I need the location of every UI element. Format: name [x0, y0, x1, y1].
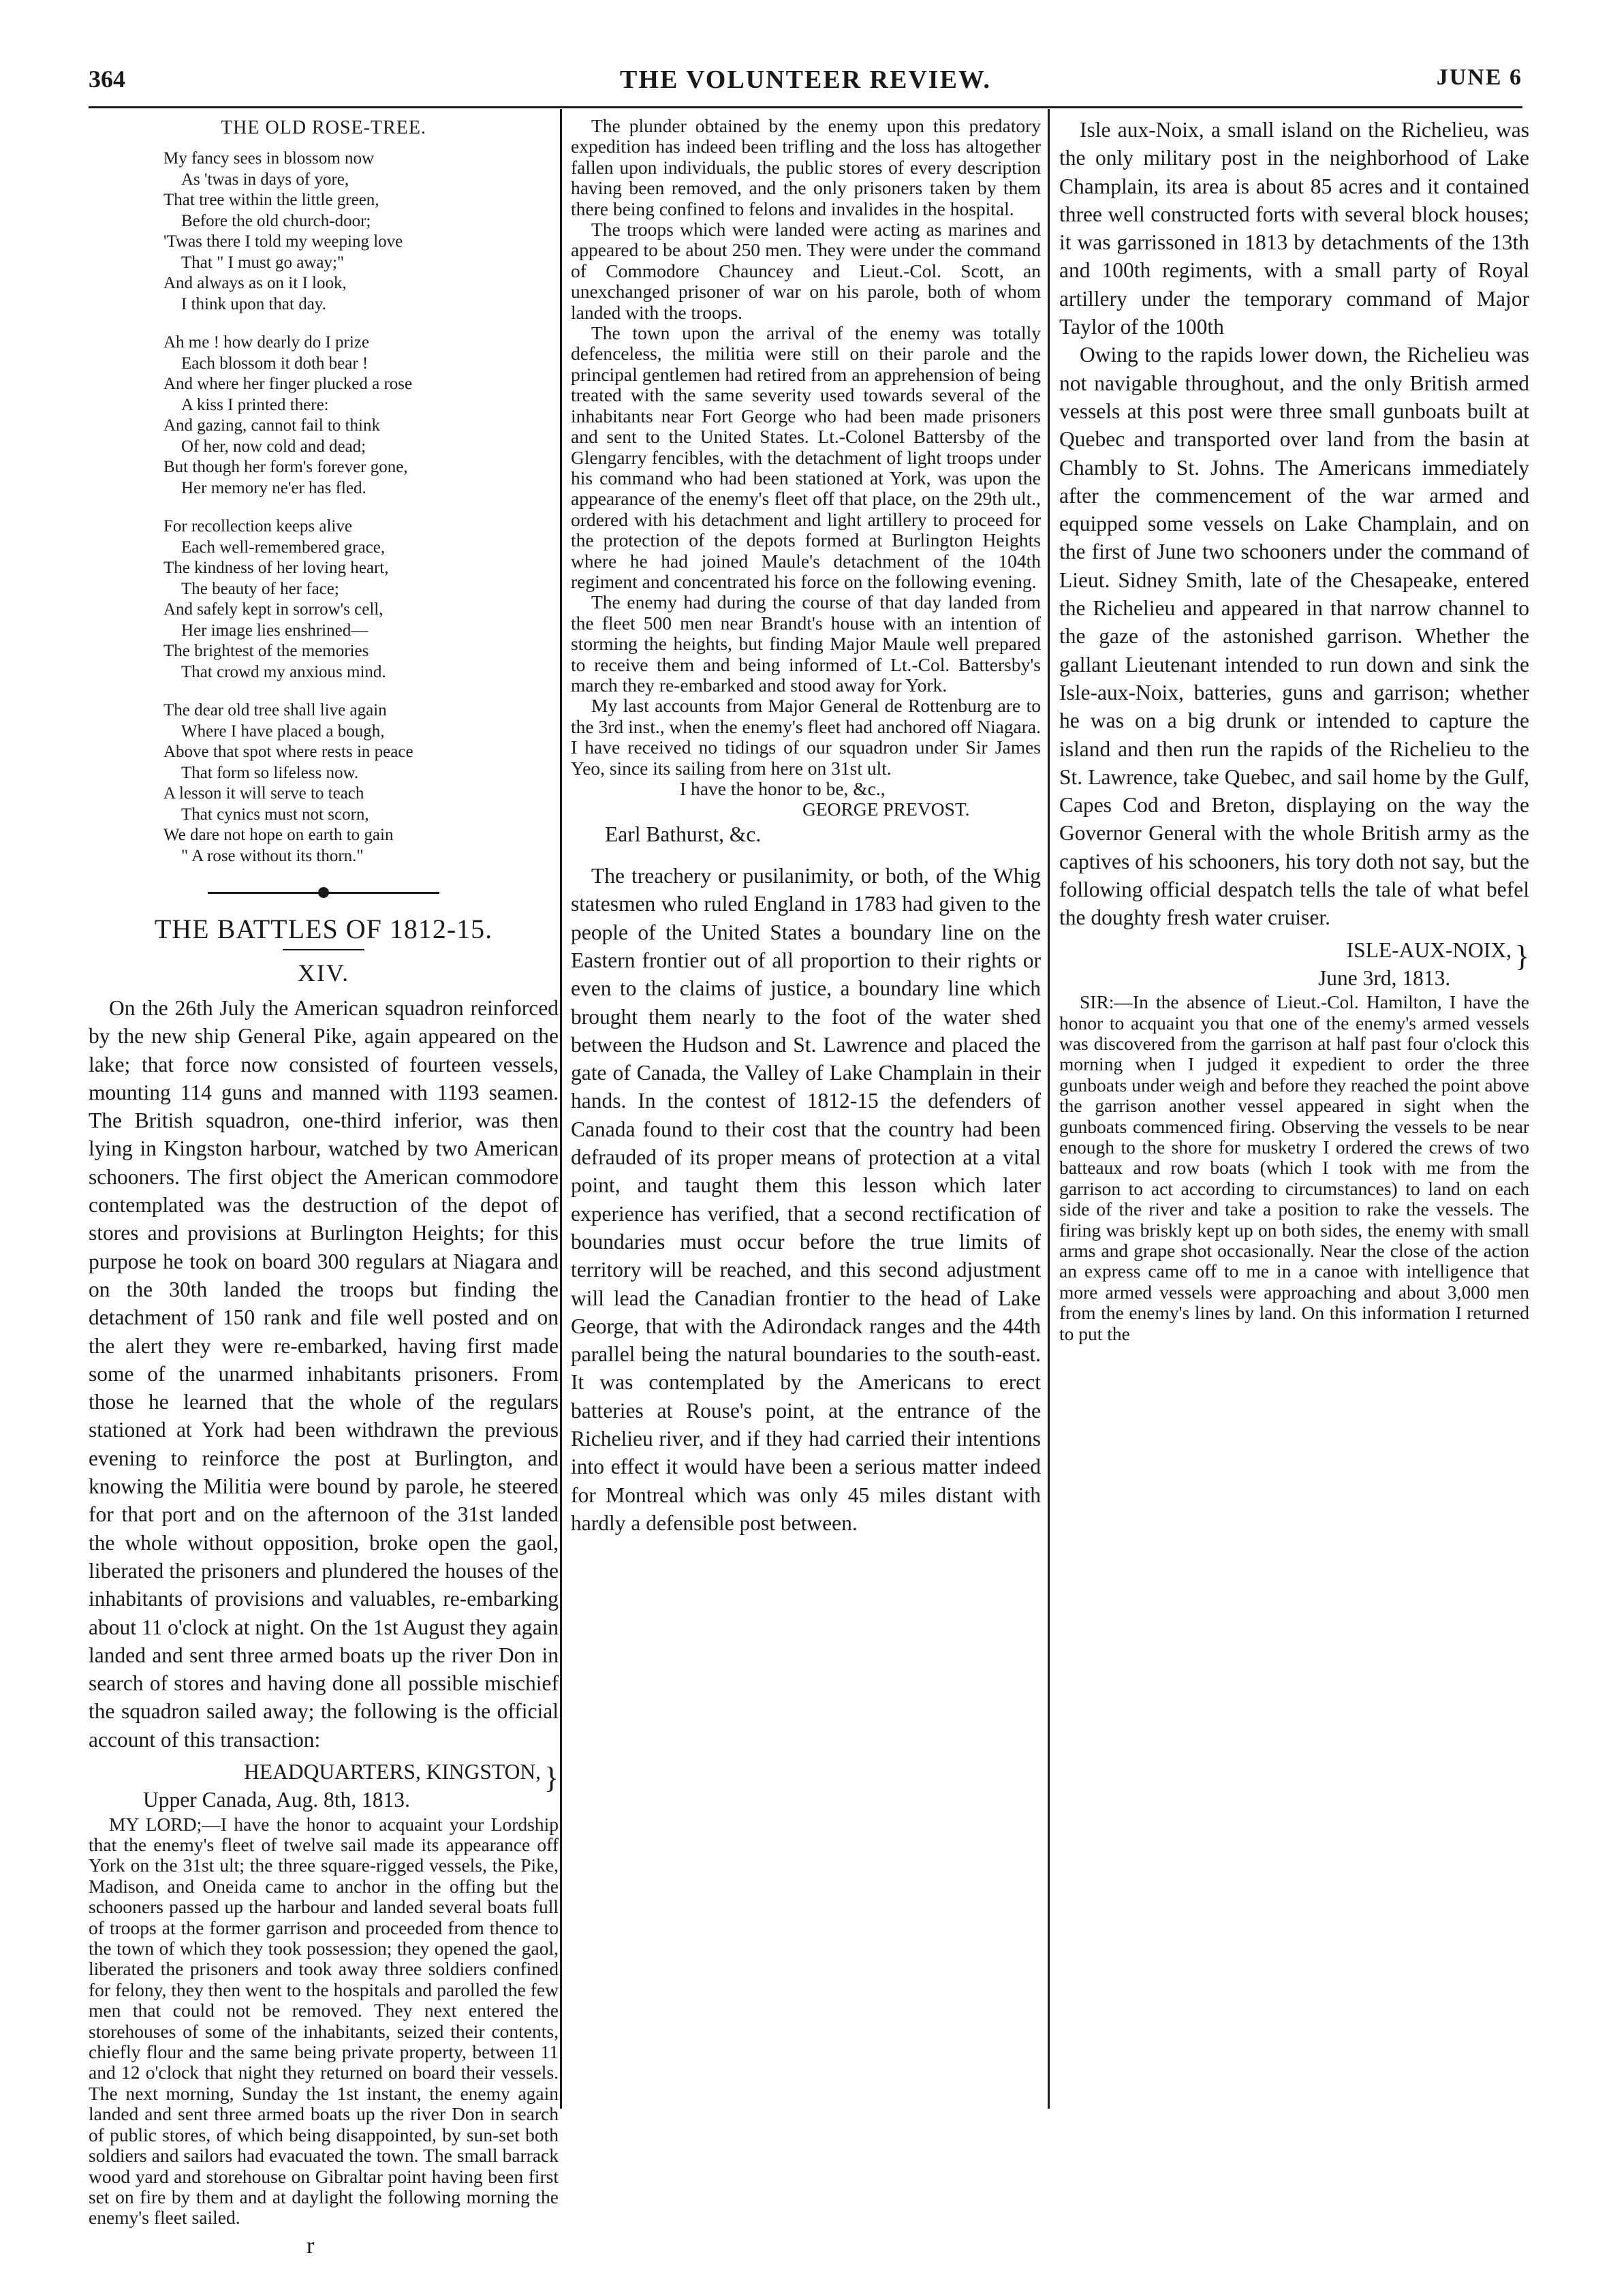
- poem-line: We dare not hope on earth to gain: [163, 826, 394, 844]
- column-2: [571, 116, 1041, 2105]
- poem-line: That " I must go away;": [181, 253, 345, 272]
- poem-line: And always as on it I look,: [163, 274, 347, 292]
- commentary-paragraph: Isle aux-Noix, a small island on the Richelieu, was the only military post in the neighborhood of Lake Champlain, its area is about 85 acres and it contained three well constructed forts with several block houses; it was garrissoned in 1813 by detachments of the 13th and 100th regiments, with a small party of Royal artillery under the temporary command of Major Taylor of the 100th: [1059, 118, 1529, 339]
- page-header: [89, 65, 1522, 107]
- column-1: [89, 116, 559, 2229]
- poem-line: Of her, now cold and dead;: [181, 437, 366, 456]
- poem-line: Where I have placed a bough,: [181, 722, 385, 741]
- poem-line: The dear old tree shall live again: [163, 701, 387, 719]
- article-title: THE BATTLES OF 1812-15.: [154, 914, 493, 944]
- despatch-dateline: [89, 1758, 559, 1786]
- publication-title: THE VOLUNTEER REVIEW.: [620, 65, 991, 94]
- dateline-line-1: ISLE-AUX-NOIX,: [1346, 937, 1512, 962]
- despatch-signature: GEORGE PREVOST.: [802, 798, 970, 820]
- poem-line: The beauty of her face;: [181, 579, 339, 598]
- poem-line: Each well-remembered grace,: [181, 538, 386, 557]
- poem-line: And gazing, cannot fail to think: [163, 416, 380, 435]
- despatch-recipient: Earl Bathurst, &c.: [605, 822, 762, 846]
- despatch-2-paragraph: SIR:—In the absence of Lieut.-Col. Hamilton, I have the honor to acquaint you that one of the enemy's armed vessels was discovered from the garrison at half past four o'clock this morning when I judged it expedient to order the three gunboats under weigh and before they reached the point above the garrison another vessel appeared in sight when the gunboats commenced firing. Observing the vessels to be near enough to the shore for musketry I ordered the crews of two batteaux and row boats (which I took with me from the garrison to act according to circumstances) to land on each side of the river and take a position to rake the vessels. The firing was briskly kept up on both sides, the enemy with small arms and grape shot occasionally. Near the close of the action an express came off to me in a canoe with intelligence that more armed vessels were approaching and about 3,000 men from the enemy's lines by land. On this information I returned to put the: [1059, 991, 1529, 1344]
- commentary-paragraph: Owing to the rapids lower down, the Richelieu was not navigable throughout, and the only British armed vessels at this post were three small gunboats built at Quebec and transported over land from the basin at Chambly to St. Johns. The Americans immediately after the commencement of the war armed and equipped some vessels on Lake Champlain, and on the first of June two schooners under the command of Lieut. Sidney Smith, late of the Chesapeake, entered the Richelieu and appeared in that narrow channel to the gaze of the astonished garrison. Whether the gallant Lieutenant intended to run down and sink the Isle-aux-Noix, batteries, guns and garrison; whether he was on a big drunk or intended to capture the island and then run the rapids of the Richelieu to the St. Lawrence, take Quebec, and sail home by the Gulf, Capes Cod and Breton, displaying on the way the Governor General with the whole British army as the captives of his schooners, his tory doth not say, but the following official despatch tells the tale of what befel the doughty fresh water cruiser.: [1059, 343, 1529, 930]
- despatch-paragraph: The plunder obtained by the enemy upon this predatory expedition has indeed been trifling and the loss has altogether fallen upon individuals, the public stores of every description having been removed, and the only prisoners taken by them there being confined to felons and invalides in the hospital.: [571, 115, 1041, 219]
- despatch-closing: I have the honor to be, &c.,: [680, 778, 886, 799]
- poem-line: Above that spot where rests in peace: [163, 743, 413, 761]
- section-ornament: [89, 884, 559, 901]
- footer-mark: r: [307, 2233, 315, 2259]
- poem-body: [89, 149, 559, 867]
- despatch-dateline-2: Upper Canada, Aug. 8th, 1813.: [143, 1788, 410, 1812]
- poem-line: And where her finger plucked a rose: [163, 375, 413, 393]
- poem-stanza: [163, 700, 559, 867]
- despatch-2-dateline-2: June 3rd, 1813.: [1318, 965, 1451, 990]
- article-intro: On the 26th July the American squadron reinforced by the new ship General Pike, again appeared on the lake; that force now consisted of fourteen vessels, mounting 114 guns and manned with 1193 seamen. The British squadron, one-third inferior, was then lying in Kingston harbour, watched by two American schooners. The first object the American commodore contemplated was the destruction of the depot of stores and provisions at Burlington Heights; for this purpose he took on board 300 regulars at Niagara and on the 30th landed the troops but finding the detachment of 150 rank and file well posted and on the alert they were re-embarked, having first made some of the unarmed inhabitants prisoners. From those he learned that the whole of the regulars stationed at York had been withdrawn the previous evening to reinforce the post at Burlington, and knowing the Militia were bound by parole, he steered for that port and on the afternoon of the 31st landed the whole without opposition, broke open the gaol, liberated the prisoners and plundered the houses of the inhabitants of provisions and valuables, re-embarking about 11 o'clock at night. On the 1st August they again landed and sent three armed boats up the river Don in search of stores and having done all possible mischief the squadron sailed away; the following is the official account of this transaction:: [89, 996, 559, 1752]
- poem-line: That tree within the little green,: [163, 191, 379, 209]
- despatch-2-dateline: [1059, 936, 1529, 964]
- despatch-paragraph: The enemy had during the course of that day landed from the fleet 500 men near Brandt's house with an intention of storming the heights, but finding Major Maule well prepared to receive them and being informed of Lt.-Col. Battersby's march they re-embarked and stood away for York.: [571, 591, 1041, 696]
- spacer: [571, 855, 1041, 862]
- column-divider: [1048, 109, 1050, 2109]
- poem-title: THE OLD ROSE-TREE.: [221, 117, 426, 138]
- poem-line: That crowd my anxious mind.: [181, 662, 386, 681]
- despatch-paragraph: The troops which were landed were acting as marines and appeared to be about 250 men. They were under the command of Commodore Chauncey and Lieut.-Col. Scott, an unexchanged prisoner of war on his parole, both of whom landed with the troops.: [571, 219, 1041, 323]
- poem-line: That cynics must not scorn,: [181, 805, 369, 824]
- poem-line: A lesson it will serve to teach: [163, 784, 364, 803]
- ornament-dot: [318, 887, 329, 898]
- poem-line: My fancy sees in blossom now: [163, 149, 374, 168]
- poem-line: Before the old church-door;: [181, 211, 371, 230]
- poem-line: Each blossom it doth bear !: [181, 354, 369, 373]
- title-rule: [283, 949, 364, 950]
- despatch-paragraph: MY LORD;—I have the honor to acquaint your Lordship that the enemy's fleet of twelve sail made its appearance off York on the 31st ult; the three square-rigged vessels, the Pike, Madison, and Oneida came to anchor in the offing but the schooners passed up the harbour and landed several boats full of troops at the former garrison and proceeded from thence to the town of which they took possession; they opened the gaol, liberated the prisoners and took away three soldiers confined for felony, they then went to the hospitals and parolled the few men that could not be removed. They next entered the storehouses of some of the inhabitants, seized their contents, chiefly flour and the same being private property, between 11 and 12 o'clock that night they returned on board their vessels. The next morning, Sunday the 1st instant, the enemy again landed and sent three armed boats up the river Don in search of public stores, of which being disappointed, by sun-set both soldiers and sailors had evacuated the town. The small barrack wood yard and storehouse on Gibraltar point having been first set on fire by them and at daylight the following morning the enemy's fleet sailed.: [89, 1813, 559, 2229]
- poem-line: That form so lifeless now.: [181, 763, 359, 782]
- article-number: XIV.: [297, 959, 350, 987]
- poem-stanza: [163, 149, 559, 315]
- poem-line: Her memory ne'er has fled.: [181, 478, 366, 497]
- poem-stanza: [163, 332, 559, 499]
- poem-line: A kiss I printed there:: [181, 395, 329, 414]
- poem-line: The kindness of her loving heart,: [163, 559, 389, 577]
- page-number: 364: [89, 65, 125, 93]
- poem-line: For recollection keeps alive: [163, 517, 352, 536]
- column-divider: [560, 109, 562, 2109]
- poem-line: But though her form's forever gone,: [163, 458, 408, 476]
- poem-line: Her image lies enshrined—: [181, 621, 369, 640]
- poem-stanza: [163, 516, 559, 683]
- despatch-paragraph: The town upon the arrival of the enemy was totally defenceless, the militia were still on their parole and the principal gentlemen had retired from an apprehension of being treated with the same severity used towards several of the inhabitants near Fort George who had been made prisoners and sent to the United States. Lt.-Colonel Battersby of the Glengarry fencibles, with the detachment of light troops under his command who had been stationed at York, was upon the appearance of the enemy's fleet off that place, on the 29th ult., ordered with his detachment and light artillery to proceed for the protection of the depots formed at Burlington Heights where he had joined Maule's detachment of the 104th regiment and concentrated his force on the following evening.: [571, 322, 1041, 592]
- poem-line: Ah me ! how dearly do I prize: [163, 333, 369, 352]
- poem-line: As 'twas in days of yore,: [181, 170, 349, 189]
- despatch-paragraph: My last accounts from Major General de Rottenburg are to the 3rd inst., when the enemy's fleet had anchored off Niagara. I have received no tidings of our squadron under Sir James Yeo, since its sailing from here on 31st ult.: [571, 695, 1041, 779]
- dateline-line-1: HEADQUARTERS, KINGSTON,: [244, 1760, 541, 1784]
- commentary-paragraph: The treachery or pusilanimity, or both, of the Whig statesmen who ruled England in 1783 had given to the people of the United States a boundary line on the Eastern frontier out of all proportion to their rights or even to the claims of justice, a boundary line which brought them nearly to the foot of the water shed between the Hudson and St. Lawrence and placed the gate of Canada, the Valley of Lake Champlain in their hands. In the contest of 1812-15 the defenders of Canada found to their cost that the country had been defrauded of its proper means of protection at a vital point, and taught them this lesson which later experience has verified, that a second rectification of boundaries must occur before the true limits of territory will be reached, and this second adjustment will lead the Canadian frontier to the head of Lake George, that with the Adirondack ranges and the 44th parallel being the natural boundaries to the south-east. It was contemplated by the Americans to erect batteries at Rouse's point, at the entrance of the Richelieu river, and if they had carried their intentions into effect it would have been a serious matter indeed for Montreal which was only 45 miles distant with hardly a defensible post between.: [571, 864, 1041, 1535]
- poem-line: " A rose without its thorn.": [181, 846, 364, 865]
- header-rule: [89, 106, 1522, 108]
- poem-line: I think upon that day.: [181, 294, 326, 313]
- poem-line: The brightest of the memories: [163, 642, 369, 660]
- poem-line: 'Twas there I told my weeping love: [163, 232, 403, 251]
- poem-line: And safely kept in sorrow's cell,: [163, 600, 384, 619]
- column-3: [1059, 116, 1529, 2105]
- issue-date: JUNE 6: [1436, 65, 1522, 90]
